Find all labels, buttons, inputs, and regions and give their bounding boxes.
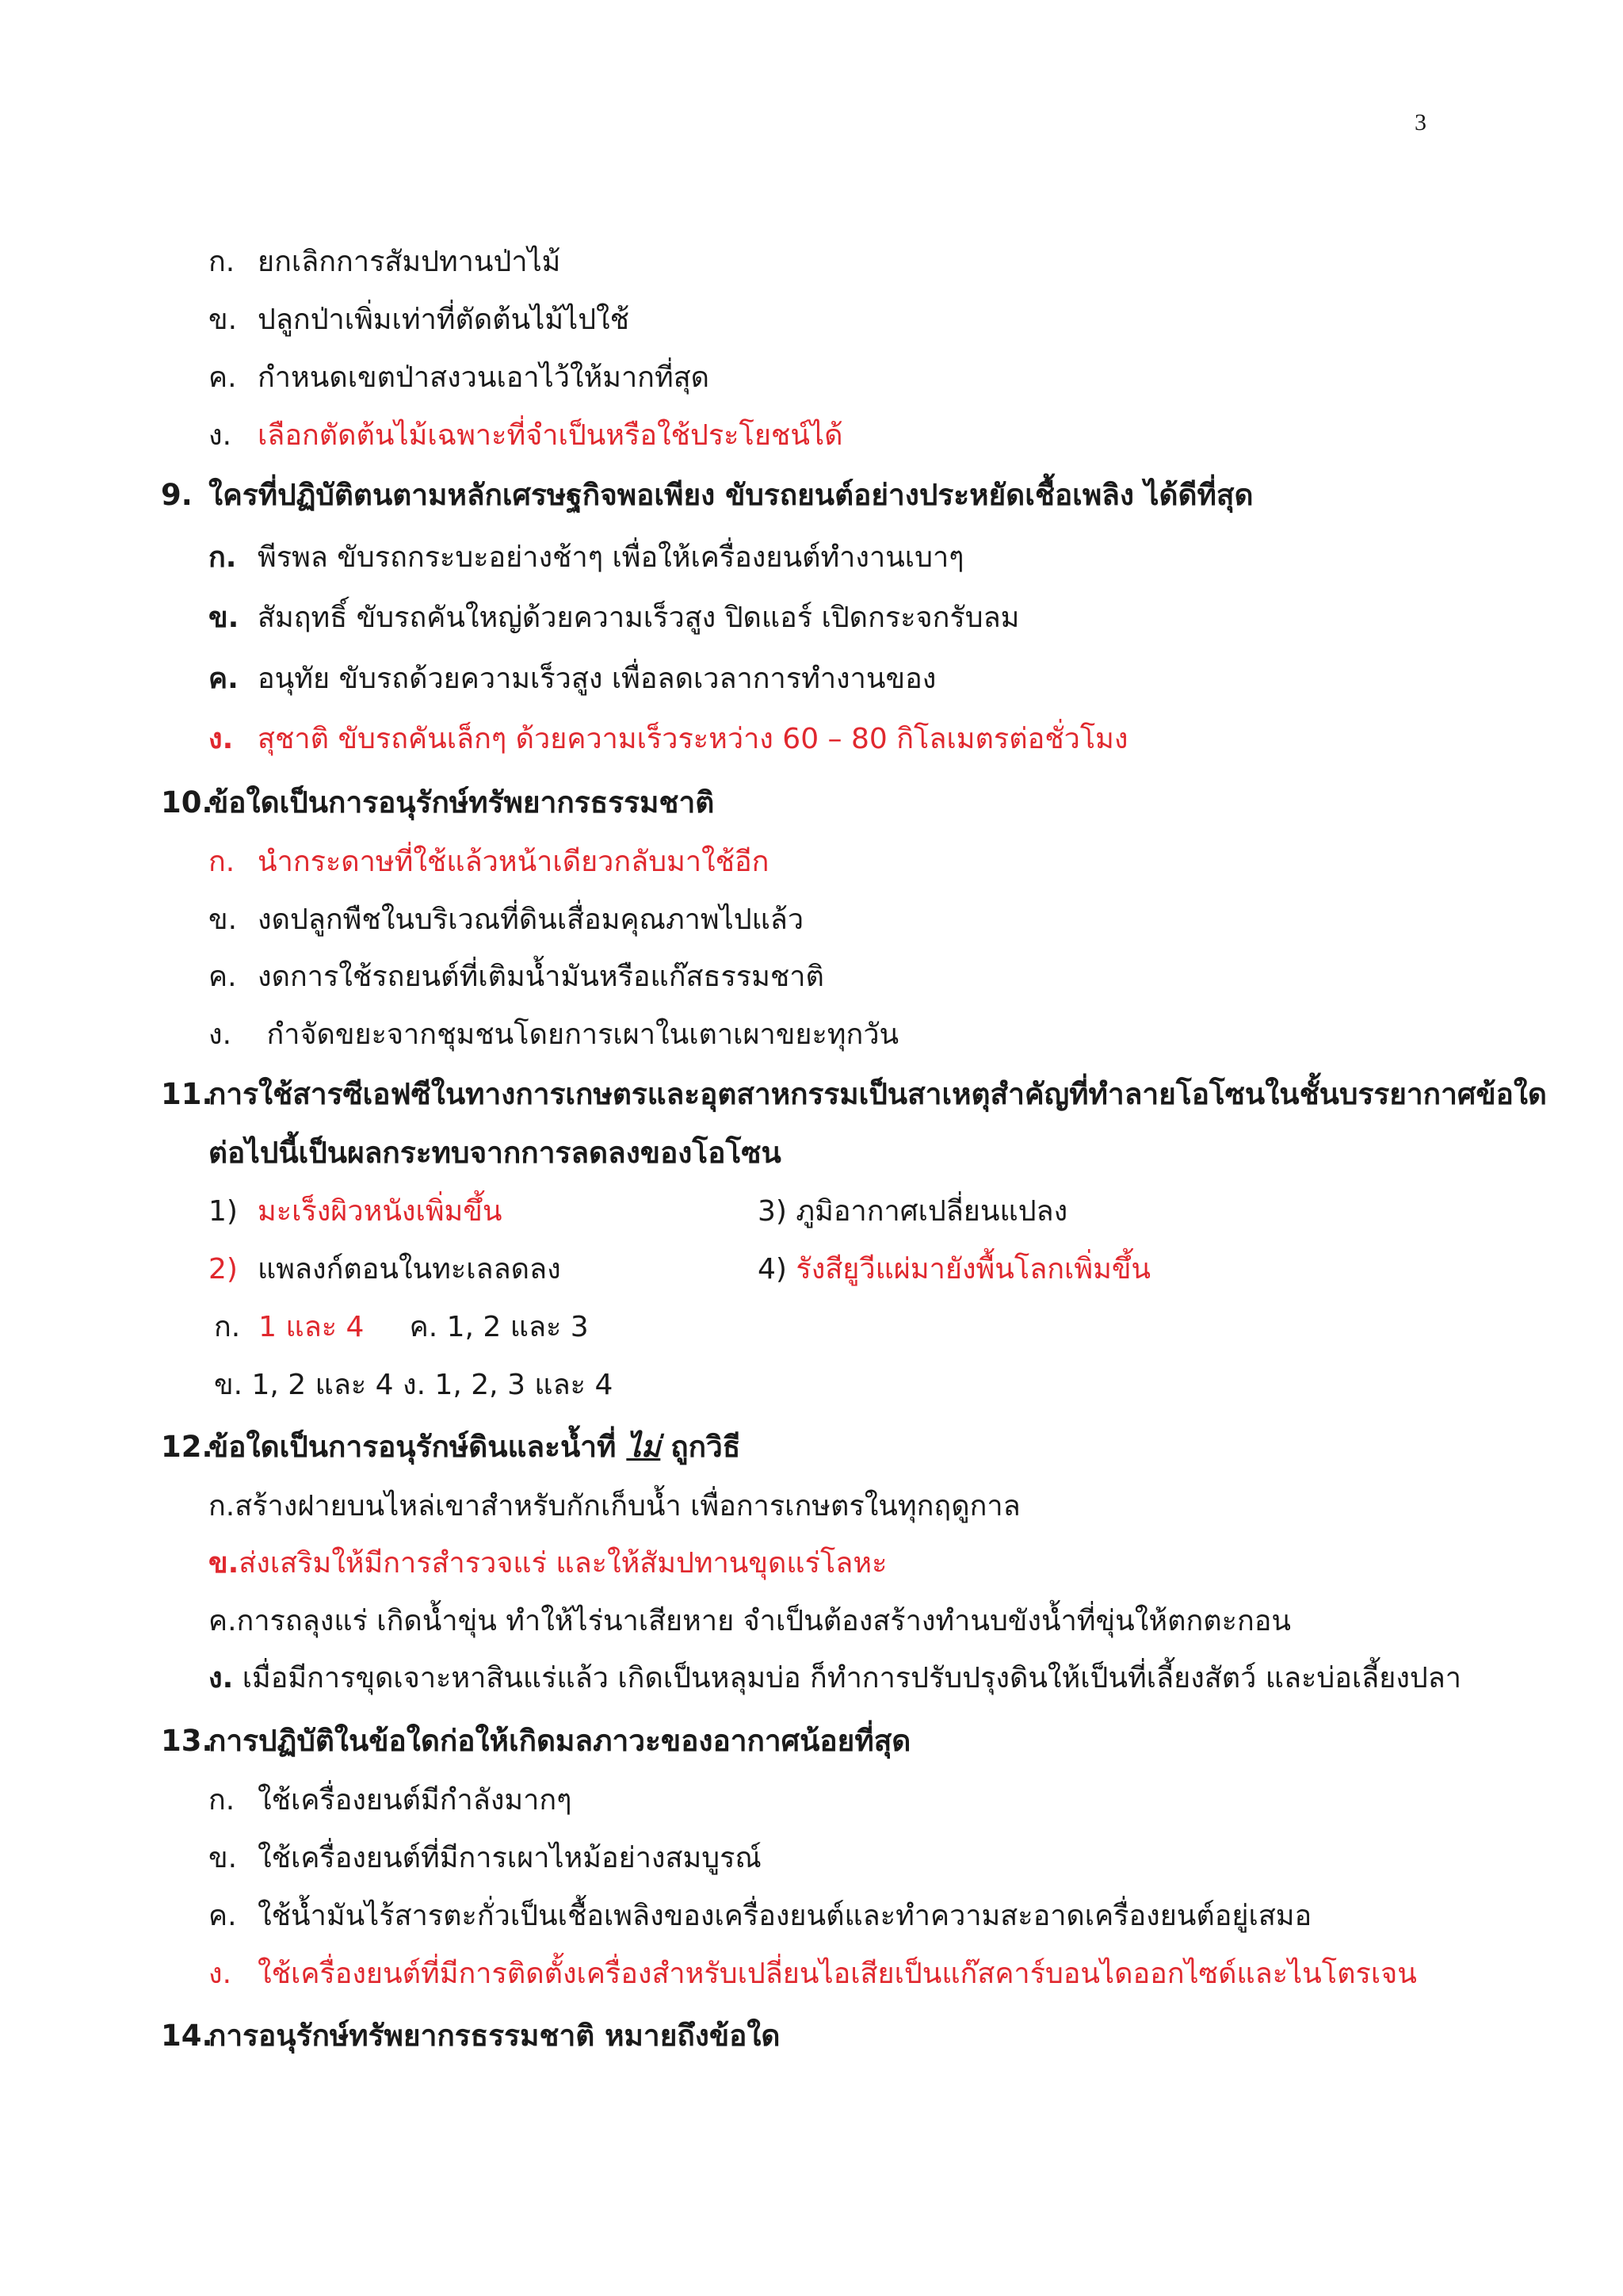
- question-text-line1: การใช้สารซีเอฟซีในทางการเกษตรและอุตสาหกรรมเป็นสาเหตุสำคัญที่ทำลายโอโซนในชั้นบรรยากาศข้อใด: [208, 1077, 1547, 1111]
- q11-item-4: [758, 1250, 1151, 1289]
- q8-option-b: [208, 300, 629, 340]
- option-text: สร้างฝายบนไหล่เขาสำหรับกักเก็บน้ำ เพื่อการเกษตรในทุกฤดูกาล: [235, 1490, 1021, 1522]
- item-text-answer: มะเร็งผิวหนังเพิ่มขึ้น: [258, 1195, 502, 1228]
- q12-option-b: [208, 1544, 887, 1584]
- question-text: ข้อใดเป็นการอนุรักษ์ดินและน้ำที่: [208, 1430, 627, 1464]
- option-text-answer: นำกระดาษที่ใช้แล้วหน้าเดียวกลับมาใช้อีก: [258, 846, 769, 878]
- option-marker: ก.: [208, 1490, 235, 1522]
- question-number: 12.: [161, 1430, 213, 1464]
- item-text: แพลงก์ตอนในทะเลลดลง: [258, 1253, 561, 1286]
- choice-b-d: ข. 1, 2 และ 4 ง. 1, 2, 3 และ 4: [214, 1369, 613, 1401]
- question-9: [161, 476, 1254, 515]
- q11-choice-row-2: [214, 1366, 613, 1405]
- option-marker: ข.: [208, 304, 238, 336]
- question-11: [161, 1075, 1547, 1114]
- q12-option-c: [208, 1602, 1291, 1641]
- q11-item-3: [758, 1192, 1067, 1232]
- question-10: [161, 783, 714, 823]
- option-text-answer: ส่งเสริมให้มีการสำรวจแร่ และให้สัมปทานขุดแร่โลหะ: [239, 1547, 888, 1580]
- q12-option-d: [208, 1659, 1461, 1698]
- option-marker: ข.: [208, 1842, 238, 1874]
- option-marker: ข.: [208, 904, 238, 936]
- q9-option-d: [208, 720, 1128, 759]
- option-text: อนุทัย ขับรถด้วยความเร็วสูง เพื่อลดเวลาการทำงานของ: [258, 663, 937, 695]
- question-12: [161, 1427, 740, 1467]
- q8-option-c: [208, 358, 709, 398]
- q11-choice-row-1: [214, 1308, 589, 1347]
- option-marker: ค.: [208, 1900, 237, 1932]
- option-text: งดปลูกพืชในบริเวณที่ดินเสื่อมคุณภาพไปแล้ว: [258, 904, 804, 936]
- choice-marker: ก.: [214, 1311, 241, 1343]
- q13-option-d: [208, 1954, 1417, 1994]
- question-text: ข้อใดเป็นการอนุรักษ์ทรัพยากรธรรมชาติ: [208, 785, 715, 819]
- item-marker: 2): [208, 1253, 238, 1286]
- option-marker: ก.: [208, 846, 235, 878]
- option-text: กำจัดขยะจากชุมชนโดยการเผาในเตาเผาขยะทุกวัน: [258, 1018, 899, 1051]
- option-text: สัมฤทธิ์ ขับรถคันใหญ่ด้วยความเร็วสูง ปิดแอร์ เปิดกระจกรับลม: [258, 602, 1020, 634]
- item-marker: 4): [758, 1253, 787, 1286]
- q12-option-a: [208, 1487, 1021, 1526]
- item-text: ภูมิอากาศเปลี่ยนแปลง: [796, 1195, 1068, 1228]
- question-13: [161, 1721, 911, 1761]
- option-marker: ค.: [208, 1605, 237, 1637]
- option-text: งดการใช้รถยนต์ที่เติมน้ำมันหรือแก๊สธรรมชาติ: [258, 961, 824, 993]
- question-number: 14.: [161, 2019, 213, 2053]
- q8-option-a: [208, 243, 560, 282]
- item-marker: 1): [208, 1195, 238, 1228]
- option-text: การถลุงแร่ เกิดน้ำขุ่น ทำให้ไร่นาเสียหาย จำเป็นต้องสร้างทำนบขังน้ำที่ขุ่นให้ตกตะกอน: [236, 1605, 1291, 1637]
- option-marker: ก.: [208, 541, 237, 574]
- q9-option-b: [208, 598, 1019, 638]
- q13-option-c: [208, 1897, 1312, 1936]
- option-marker: ก.: [208, 1784, 235, 1817]
- question-text: การปฏิบัติในข้อใดก่อให้เกิดมลภาวะของอากาศน้อยที่สุด: [208, 1724, 911, 1758]
- option-text: ใช้เครื่องยนต์มีกำลังมากๆ: [258, 1784, 572, 1817]
- option-marker: ง.: [208, 1018, 232, 1051]
- item-text-answer: รังสียูวีแผ่มายังพื้นโลกเพิ่มขึ้น: [796, 1253, 1151, 1286]
- option-text-answer: ใช้เครื่องยนต์ที่มีการติดตั้งเครื่องสำหรับเปลี่ยนไอเสียเป็นแก๊สคาร์บอนไดออกไซด์และไนโตรเจน: [258, 1958, 1417, 1990]
- option-marker: ง.: [208, 1662, 234, 1694]
- option-text-answer: สุชาติ ขับรถคันเล็กๆ ด้วยความเร็วระหว่าง 60 – 80 กิโลเมตรต่อชั่วโมง: [258, 723, 1128, 755]
- question-text: การอนุรักษ์ทรัพยากรธรรมชาติ หมายถึงข้อใด: [208, 2019, 781, 2053]
- option-text: กำหนดเขตป่าสงวนเอาไว้ให้มากที่สุด: [258, 361, 710, 394]
- question-14: [161, 2016, 780, 2056]
- question-text: ใครที่ปฏิบัติตนตามหลักเศรษฐกิจพอเพียง ขับรถยนต์อย่างประหยัดเชื้อเพลิง ได้ดีที่สุด: [208, 478, 1254, 512]
- choice-answer: 1 และ 4: [258, 1311, 365, 1343]
- question-text-line2: ต่อไปนี้เป็นผลกระทบจากการลดลงของโอโซน: [208, 1136, 781, 1170]
- option-marker: ง.: [208, 419, 232, 452]
- q10-option-b: [208, 900, 804, 940]
- option-marker: ค.: [208, 961, 237, 993]
- q13-option-b: [208, 1839, 762, 1878]
- option-marker: ข.: [208, 602, 239, 634]
- question-number: 10.: [161, 785, 213, 819]
- q10-option-a: [208, 842, 769, 882]
- option-marker: ง.: [208, 723, 234, 755]
- option-text-answer: เลือกตัดต้นไม้เฉพาะที่จำเป็นหรือใช้ประโยชน์ได้: [258, 419, 843, 452]
- page-number: 3: [1415, 109, 1426, 136]
- question-11-continued: [208, 1133, 781, 1173]
- q10-option-c: [208, 957, 824, 997]
- question-emphasis: ไม่: [626, 1430, 661, 1464]
- option-text: ปลูกป่าเพิ่มเท่าที่ตัดต้นไม้ไปใช้: [258, 304, 630, 336]
- option-text: ยกเลิกการสัมปทานป่าไม้: [258, 246, 561, 278]
- option-marker: ค.: [208, 663, 239, 695]
- option-text: เมื่อมีการขุดเจาะหาสินแร่แล้ว เกิดเป็นหลุมบ่อ ก็ทำการปรับปรุงดินให้เป็นที่เลี้ยงสัตว์ และบ่อเลี้ยงปลา: [233, 1662, 1462, 1694]
- option-marker: ง.: [208, 1958, 232, 1990]
- item-marker: 3): [758, 1195, 787, 1228]
- q9-option-a: [208, 538, 964, 578]
- q11-item-row-1: [208, 1192, 1556, 1232]
- question-number: 13.: [161, 1724, 213, 1758]
- question-text-end: ถูกวิธี: [660, 1430, 741, 1464]
- option-text: ใช้น้ำมันไร้สารตะกั่วเป็นเชื้อเพลิงของเครื่องยนต์และทำความสะอาดเครื่องยนต์อยู่เสมอ: [258, 1900, 1312, 1932]
- choice-c: ค. 1, 2 และ 3: [409, 1311, 589, 1343]
- q8-option-d: [208, 416, 842, 456]
- option-text: พีรพล ขับรถกระบะอย่างช้าๆ เพื่อให้เครื่องยนต์ทำงานเบาๆ: [258, 541, 964, 574]
- option-marker: ค.: [208, 361, 237, 394]
- q11-item-row-2: [208, 1250, 1556, 1289]
- question-number: 9.: [161, 478, 193, 512]
- q9-option-c: [208, 659, 936, 699]
- option-marker: ก.: [208, 246, 235, 278]
- option-marker: ข.: [208, 1547, 239, 1580]
- q10-option-d: [208, 1015, 899, 1055]
- question-number: 11.: [161, 1077, 213, 1111]
- option-text: ใช้เครื่องยนต์ที่มีการเผาไหม้อย่างสมบูรณ์: [258, 1842, 762, 1874]
- q13-option-a: [208, 1781, 571, 1820]
